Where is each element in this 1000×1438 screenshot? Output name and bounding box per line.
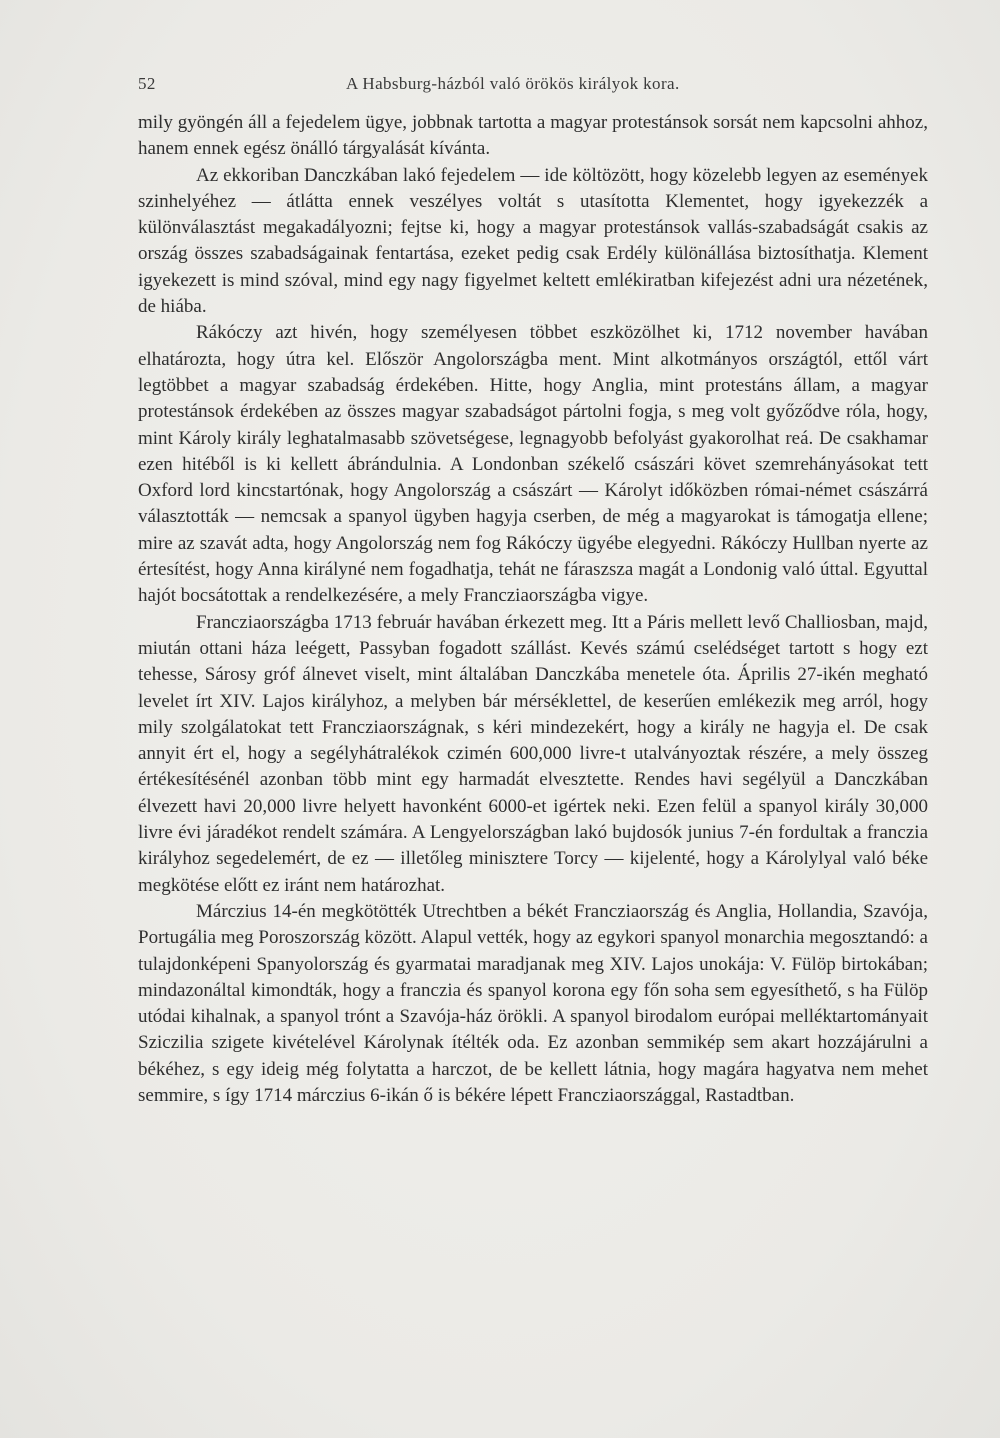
page-number: 52 bbox=[138, 74, 156, 93]
paragraph-4: Francziaországba 1713 február havában érkezett meg. Itt a Páris mellett levő Challiosban, majd, miután ottani háza leégett, Passyban fogadott szállást. Kevés számú cselédséget tartott s hogy ezt tehesse, Sárosy gróf álnevet viselt, mint általában Danczkába menetele óta. Április 27-ikén megható levelet írt XIV. Lajos királyhoz, a melyben bár mérséklettel, de keserűen emlékezik meg arról, hogy mily szolgálatokat tett Francziaországnak, s kéri mindezekért, hogy a király ne hagyja el. De csak annyit ért el, hogy a segélyhátralékok czimén 600,000 livre-t utalványoztak részére, a mely összeg értékesítésénél azonban több mint egy harmadát elvesztette. Rendes havi segélyül a Danczkában élvezett havi 20,000 livre helyett havonként 6000-et igértek neki. Ezen felül a spanyol király 30,000 livre évi járadékot rendelt számára. A Lengyelországban lakó bujdosók junius 7-én fordultak a franczia királyhoz segedelemért, de ez — illetőleg minisztere Torcy — kijelenté, hogy a Károlylyal való béke megkötése előtt ez iránt nem határozhat. bbox=[138, 611, 928, 896]
paragraph-5: Márczius 14-én megkötötték Utrechtben a békét Francziaország és Anglia, Hollandia, Szavója, Portugália meg Poroszország között. Alapul vették, hogy az egykori spanyol monarchia megosztandó: a tulajdonképeni Spanyolország és gyarmatai maradjanak meg XIV. Lajos unokája: V. Fülöp birtokában; mindazonáltal kimondták, hogy a franczia és spanyol korona egy főn soha sem egyesíthető, s ha Fülöp utódai kihalnak, a spanyol trónt a Szavója-ház örökli. A spanyol birodalom európai melléktartományait Sziczilia szigete kivételével Károlynak ítélték oda. Ez azonban semmikép sem akart hozzájárulni a békéhez, s egy ideig még folytatta a harczot, de be kellett látnia, hogy magára hagyatva nem mehet semmire, s így 1714 márczius 6-ikán ő is békére lépett Francziaországgal, Rastadtban. bbox=[138, 900, 928, 1106]
body-text bbox=[138, 110, 928, 1109]
paragraph-3: Rákóczy azt hivén, hogy személyesen többet eszközölhet ki, 1712 november havában elhatározta, hogy útra kel. Először Angolországba ment. Mint alkotmányos országtól, ettől várt legtöbbet a magyar szabadság érdekében. Hitte, hogy Anglia, mint protestáns állam, a magyar protestánsok érdekében az összes magyar szabadságot pártolni fogja, s meg volt győződve róla, hogy, mint Károly király leghatalmasabb szövetségese, legnagyobb befolyást gyakorolhat reá. De csakhamar ezen hitéből is ki kellett ábrándulnia. A Londonban székelő császári követ szemrehányásokat tett Oxford lord kincstartónak, hogy Angolország a császárt — Károlyt időközben római-német császárrá választották — nemcsak a spanyol ügyben hagyja cserben, de még a magyarokat is támogatja ellene; mire az szavát adta, hogy Angolország nem fog Rákóczy ügyébe elegyedni. Rákóczy Hullban nyerte az értesítést, hogy Anna királyné nem fogadhatja, tehát ne fáraszsza magát a Londonig való úttal. Egyuttal hajót bocsátottak a rendelkezésére, a mely Francziaországba vigye. bbox=[138, 322, 928, 607]
paragraph-1: mily gyöngén áll a fejedelem ügye, jobbnak tartotta a magyar protestánsok sorsát nem kapcsolni ahhoz, hanem ennek egész önálló tárgyalását kívánta. bbox=[138, 112, 928, 160]
page-header bbox=[138, 74, 928, 96]
paragraph-2: Az ekkoriban Danczkában lakó fejedelem — ide költözött, hogy közelebb legyen az események szinhelyéhez — átlátta ennek veszélyes voltát s utasította Klementet, hogy igyekezzék a különválasztást megakadályozni; fejtse ki, hogy a magyar protestánsok vallás-szabadságát csakis az ország összes szabadságainak fentartása, ezeket pedig csak Erdély különállása biztosíthatja. Klement igyekezett is mind szóval, mind egy nagy figyelmet keltett emlékiratban kifejezést adni ura nézetének, de hiába. bbox=[138, 164, 928, 318]
running-title: A Habsburg-házból való örökös királyok kora. bbox=[346, 74, 680, 93]
